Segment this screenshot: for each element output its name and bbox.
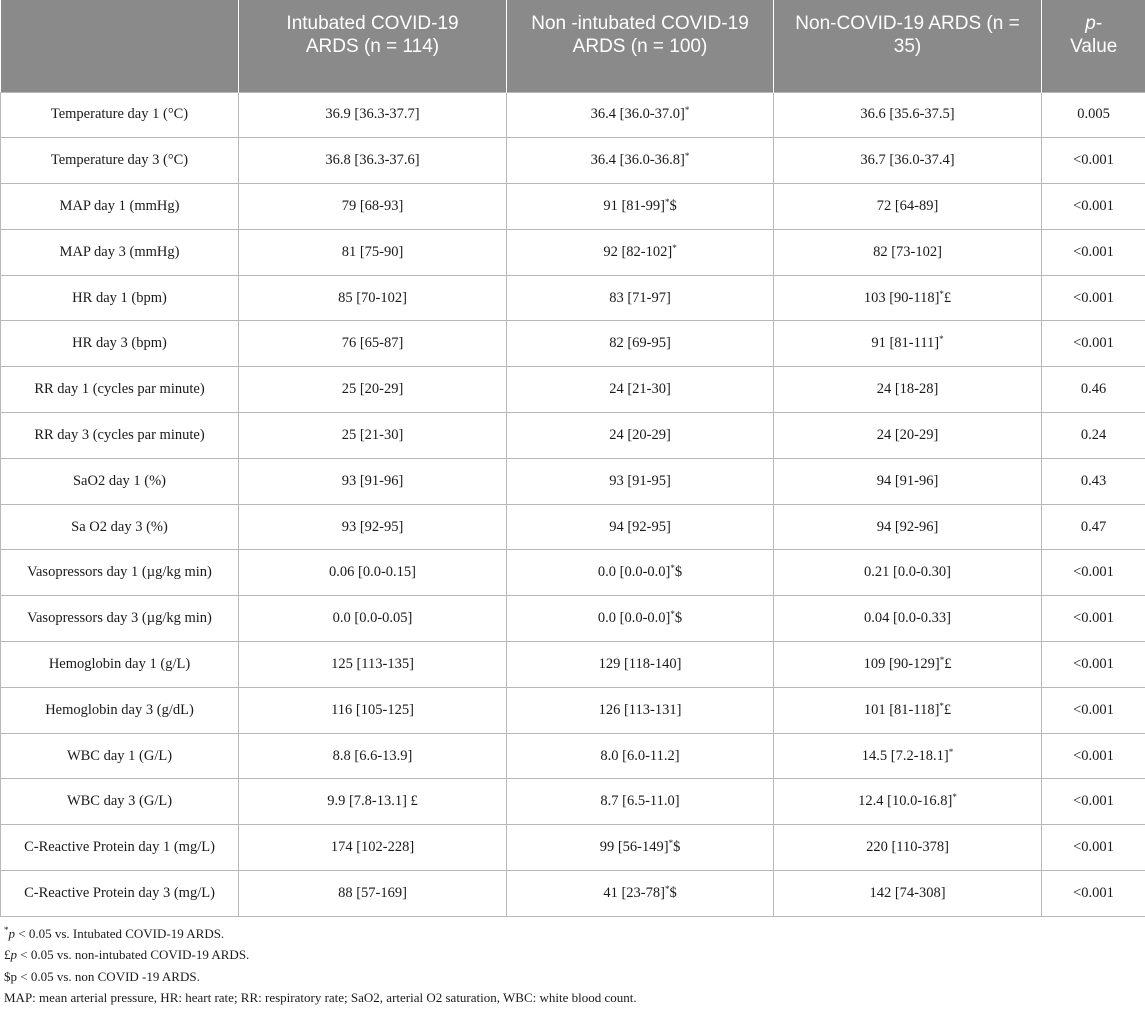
cell-value: 93 [91-96] (342, 473, 404, 489)
table-row (1, 458, 1145, 504)
cell-p-value: 0.43 (1042, 458, 1145, 504)
table-row (1, 687, 1145, 733)
cell-c1 (239, 413, 507, 459)
cell-p-value: 0.005 (1042, 92, 1145, 138)
header-empty (1, 0, 239, 92)
header-intubated: Intubated COVID-19 ARDS (n = 114) (239, 0, 507, 92)
cell-p-value: <0.001 (1042, 138, 1145, 184)
cell-c1 (239, 733, 507, 779)
header-p-value (1042, 0, 1145, 92)
cell-p-value: <0.001 (1042, 229, 1145, 275)
table-row (1, 733, 1145, 779)
footnote-1-sup: * (4, 925, 9, 935)
cell-mark: $ (669, 885, 676, 901)
table-row (1, 779, 1145, 825)
cell-value: 99 [56-149] (600, 839, 669, 855)
cell-c2 (507, 321, 774, 367)
footnotes (4, 923, 637, 1009)
cell-c3 (774, 596, 1042, 642)
cell-value: 91 [81-99] (603, 198, 665, 214)
cell-value: 0.21 [0.0-0.30] (864, 564, 951, 580)
table-row (1, 321, 1145, 367)
cell-p-value: <0.001 (1042, 550, 1145, 596)
table-row (1, 413, 1145, 459)
cell-value: 91 [81-111] (871, 335, 939, 351)
row-label: HR day 3 (bpm) (1, 321, 239, 367)
cell-value: 25 [21-30] (342, 427, 404, 443)
cell-value: 0.04 [0.0-0.33] (864, 610, 951, 626)
cell-sup-mark: * (665, 884, 670, 894)
cell-value: 8.0 [6.0-11.2] (600, 748, 679, 764)
footnote-2 (4, 944, 637, 965)
cell-value: 142 [74-308] (869, 885, 945, 901)
cell-value: 81 [75-90] (342, 244, 404, 260)
cell-value: 36.7 [36.0-37.4] (860, 152, 954, 168)
cell-c1 (239, 687, 507, 733)
cell-c1 (239, 138, 507, 184)
cell-c2 (507, 596, 774, 642)
cell-p-value: <0.001 (1042, 321, 1145, 367)
cell-c3 (774, 413, 1042, 459)
cell-value: 36.4 [36.0-36.8] (591, 152, 685, 168)
cell-c3 (774, 184, 1042, 230)
footnote-1-italic: p (9, 926, 16, 941)
row-label: Hemoglobin day 1 (g/L) (1, 642, 239, 688)
cell-value: 0.0 [0.0-0.0] (598, 610, 671, 626)
table-row (1, 138, 1145, 184)
cell-value: 12.4 [10.0-16.8] (858, 793, 952, 809)
header-non-intubated: Non -intubated COVID-19 ARDS (n = 100) (507, 0, 774, 92)
cell-c3 (774, 229, 1042, 275)
table-row (1, 871, 1145, 917)
cell-c1 (239, 229, 507, 275)
cell-value: 94 [92-95] (609, 519, 671, 535)
cell-c3 (774, 321, 1042, 367)
cell-mark: $ (673, 839, 680, 855)
cell-p-value: <0.001 (1042, 275, 1145, 321)
cell-value: 129 [118-140] (599, 656, 682, 672)
cell-value: 126 [113-131] (599, 702, 682, 718)
cell-value: 94 [91-96] (877, 473, 939, 489)
cell-value: 72 [64-89] (877, 198, 939, 214)
cell-value: 24 [21-30] (609, 381, 671, 397)
cell-value: 94 [92-96] (877, 519, 939, 535)
row-label: C-Reactive Protein day 3 (mg/L) (1, 871, 239, 917)
cell-mark: $ (669, 198, 676, 214)
cell-p-value: <0.001 (1042, 871, 1145, 917)
cell-value: 0.06 [0.0-0.15] (329, 564, 416, 580)
cell-value: 14.5 [7.2-18.1] (862, 748, 949, 764)
row-label: Vasopressors day 1 (µg/kg min) (1, 550, 239, 596)
table-header (1, 0, 1145, 92)
row-label: RR day 3 (cycles par minute) (1, 413, 239, 459)
cell-value: 93 [91-95] (609, 473, 671, 489)
cell-mark: £ (944, 290, 951, 306)
table-body (1, 92, 1145, 916)
cell-c3 (774, 458, 1042, 504)
cell-p-value: <0.001 (1042, 687, 1145, 733)
cell-sup-mark: * (665, 197, 670, 207)
cell-c3 (774, 642, 1042, 688)
cell-sup-mark: * (670, 563, 675, 573)
cell-value: 125 [113-135] (331, 656, 414, 672)
cell-sup-mark: * (952, 792, 957, 802)
footnote-1 (4, 923, 637, 944)
footnote-2-text: < 0.05 vs. non-intubated COVID-19 ARDS. (17, 947, 249, 962)
cell-c2 (507, 413, 774, 459)
cell-c2 (507, 779, 774, 825)
cell-value: 8.8 [6.6-13.9] (333, 748, 413, 764)
cell-value: 103 [90-118] (864, 290, 940, 306)
table-row (1, 825, 1145, 871)
row-label: Sa O2 day 3 (%) (1, 504, 239, 550)
cell-value: 25 [20-29] (342, 381, 404, 397)
footnote-4: MAP: mean arterial pressure, HR: heart rate; RR: respiratory rate; SaO2, arterial O2 saturation, WBC: white blood count. (4, 987, 637, 1008)
cell-c1 (239, 92, 507, 138)
cell-c3 (774, 871, 1042, 917)
cell-p-value: <0.001 (1042, 184, 1145, 230)
cell-value: 36.6 [35.6-37.5] (860, 106, 954, 122)
row-label: Temperature day 3 (°C) (1, 138, 239, 184)
table-row (1, 550, 1145, 596)
cell-c3 (774, 687, 1042, 733)
cell-c1 (239, 825, 507, 871)
cell-value: 24 [20-29] (877, 427, 939, 443)
cell-value: 85 [70-102] (338, 290, 407, 306)
footnote-2-italic: p (11, 947, 18, 962)
table-row (1, 596, 1145, 642)
cell-c1 (239, 779, 507, 825)
cell-value: 79 [68-93] (342, 198, 404, 214)
cell-c3 (774, 733, 1042, 779)
cell-c2 (507, 871, 774, 917)
row-label: RR day 1 (cycles par minute) (1, 367, 239, 413)
cell-p-value: <0.001 (1042, 642, 1145, 688)
cell-value: 82 [73-102] (873, 244, 942, 260)
cell-mark: £ (944, 702, 951, 718)
row-label: Vasopressors day 3 (µg/kg min) (1, 596, 239, 642)
footnote-1-text: < 0.05 vs. Intubated COVID-19 ARDS. (15, 926, 224, 941)
cell-sup-mark: * (670, 609, 675, 619)
cell-sup-mark: * (939, 701, 944, 711)
cell-value: 36.8 [36.3-37.6] (325, 152, 419, 168)
cell-c2 (507, 138, 774, 184)
cell-sup-mark: * (669, 838, 674, 848)
cell-c3 (774, 550, 1042, 596)
cell-c2 (507, 687, 774, 733)
cell-c2 (507, 367, 774, 413)
cell-c3 (774, 825, 1042, 871)
cell-value: 116 [105-125] (331, 702, 414, 718)
cell-value: 0.0 [0.0-0.0] (598, 564, 671, 580)
row-label: SaO2 day 1 (%) (1, 458, 239, 504)
cell-c3 (774, 367, 1042, 413)
cell-c3 (774, 779, 1042, 825)
cell-value: 174 [102-228] (331, 839, 414, 855)
table-row (1, 92, 1145, 138)
cell-p-value: 0.24 (1042, 413, 1145, 459)
cell-sup-mark: * (940, 655, 945, 665)
cell-value: 24 [20-29] (609, 427, 671, 443)
cell-mark: $ (675, 610, 682, 626)
cell-value: 92 [82-102] (603, 244, 672, 260)
row-label: MAP day 1 (mmHg) (1, 184, 239, 230)
row-label: Temperature day 1 (°C) (1, 92, 239, 138)
cell-value: 83 [71-97] (609, 290, 671, 306)
table-row (1, 229, 1145, 275)
cell-p-value: <0.001 (1042, 825, 1145, 871)
header-non-covid: Non-COVID-19 ARDS (n = 35) (774, 0, 1042, 92)
cell-c1 (239, 550, 507, 596)
cell-value: 93 [92-95] (342, 519, 404, 535)
cell-c1 (239, 871, 507, 917)
cell-sup-mark: * (939, 334, 944, 344)
cell-sup-mark: * (939, 289, 944, 299)
cell-sup-mark: * (949, 747, 954, 757)
cell-mark: £ (944, 656, 951, 672)
cell-sup-mark: * (685, 151, 690, 161)
table-row (1, 642, 1145, 688)
cell-p-value: 0.47 (1042, 504, 1145, 550)
cell-p-value: <0.001 (1042, 733, 1145, 779)
cell-c2 (507, 275, 774, 321)
cell-c2 (507, 458, 774, 504)
cell-value: 24 [18-28] (877, 381, 939, 397)
cell-c3 (774, 275, 1042, 321)
cell-value: 109 [90-129] (864, 656, 940, 672)
header-p-rest: -Value (1070, 13, 1117, 57)
row-label: Hemoglobin day 3 (g/dL) (1, 687, 239, 733)
row-label: C-Reactive Protein day 1 (mg/L) (1, 825, 239, 871)
cell-c2 (507, 550, 774, 596)
cell-c2 (507, 733, 774, 779)
table-row (1, 184, 1145, 230)
cell-value: 82 [69-95] (609, 335, 671, 351)
cell-value: 8.7 [6.5-11.0] (600, 793, 679, 809)
cell-c3 (774, 138, 1042, 184)
cell-c1 (239, 184, 507, 230)
cell-c1 (239, 458, 507, 504)
cell-p-value: 0.46 (1042, 367, 1145, 413)
cell-c2 (507, 184, 774, 230)
cell-c3 (774, 92, 1042, 138)
cell-c2 (507, 642, 774, 688)
table-row (1, 367, 1145, 413)
row-label: WBC day 1 (G/L) (1, 733, 239, 779)
cell-value: 101 [81-118] (864, 702, 940, 718)
cell-c2 (507, 825, 774, 871)
row-label: MAP day 3 (mmHg) (1, 229, 239, 275)
table-row (1, 504, 1145, 550)
cell-value: 220 [110-378] (866, 839, 949, 855)
cell-c1 (239, 367, 507, 413)
cell-c1 (239, 275, 507, 321)
cell-sup-mark: * (672, 243, 677, 253)
cell-c2 (507, 229, 774, 275)
row-label: HR day 1 (bpm) (1, 275, 239, 321)
cell-c1 (239, 321, 507, 367)
header-row (1, 0, 1145, 92)
cell-value: 41 [23-78] (603, 885, 665, 901)
cell-value: 36.4 [36.0-37.0] (591, 106, 685, 122)
cell-mark: $ (675, 564, 682, 580)
cell-value: 76 [65-87] (342, 335, 404, 351)
cell-value: 88 [57-169] (338, 885, 407, 901)
cell-p-value: <0.001 (1042, 596, 1145, 642)
cell-value: 36.9 [36.3-37.7] (325, 106, 419, 122)
cell-c2 (507, 504, 774, 550)
row-label: WBC day 3 (G/L) (1, 779, 239, 825)
cell-c1 (239, 596, 507, 642)
cell-value: 9.9 [7.8-13.1] £ (327, 793, 418, 809)
footnote-3: $p < 0.05 vs. non COVID -19 ARDS. (4, 966, 637, 987)
cell-sup-mark: * (685, 105, 690, 115)
cell-p-value: <0.001 (1042, 779, 1145, 825)
cell-c3 (774, 504, 1042, 550)
cell-c1 (239, 642, 507, 688)
footnote-2-pre: £ (4, 947, 11, 962)
header-p-italic: p (1085, 13, 1096, 34)
cell-c2 (507, 92, 774, 138)
cell-value: 0.0 [0.0-0.05] (333, 610, 413, 626)
cell-c1 (239, 504, 507, 550)
table-row (1, 275, 1145, 321)
